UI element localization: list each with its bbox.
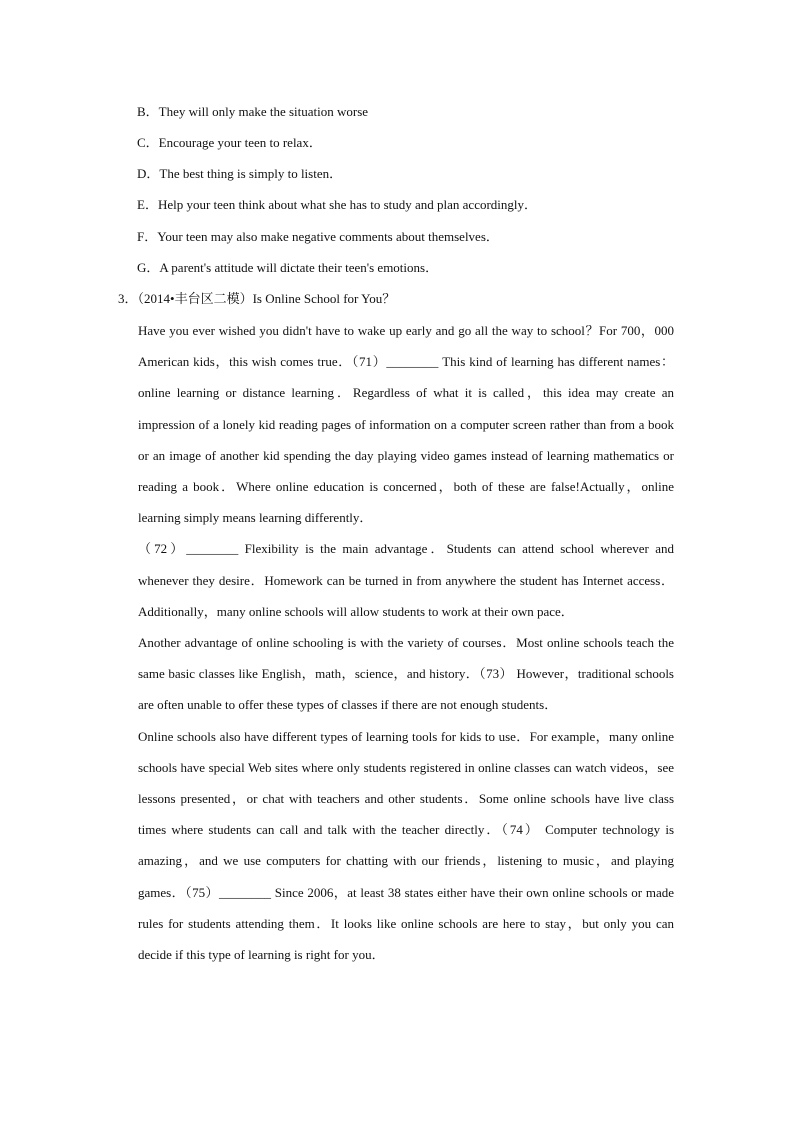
paragraph-4: Online schools also have different types of learning tools for kids to use．For example，many online schools have special Web sites where only students registered in online classes can watch videos，see lessons presented，or chat with teachers and other students．Some online schools have live class times where students can call and talk with the teacher directly．（74） Computer technology is amazing，and we use computers for chatting with our friends，listening to music，and playing games．（75）________ Since 2006，at least 38 states either have their own online schools or made rules for students attending them．It looks like online schools are here to stay，but only you can decide if this type of learning is right for you． [138, 728, 674, 963]
paragraph-3: Another advantage of online schooling is with the variety of courses．Most online schools teach the same basic classes like English，math，science，and history．（73） However，traditional schools are often unable to offer these types of classes if there are not enough students． [138, 635, 674, 713]
passage [138, 315, 674, 970]
option-e: E．Help your teen think about what she has to study and plan accordingly． [137, 197, 538, 212]
question-header [118, 291, 395, 307]
option-g: G．A parent's attitude will dictate their teen's emotions． [137, 260, 439, 275]
option-d: D．The best thing is simply to listen． [137, 166, 343, 181]
paragraph-2: （72）________ Flexibility is the main advantage．Students can attend school wherever and whenever they desire．Homework can be turned in from anywhere the student has Internet access．Additionally，many online schools will allow students to work at their own pace． [138, 541, 674, 619]
option-f: F．Your teen may also make negative comments about themselves． [137, 229, 499, 244]
paragraph-1: Have you ever wished you didn't have to wake up early and go all the way to school？For 700，000 American kids，this wish comes true．（71）________ This kind of learning has different names：online learning or distance learning．Regardless of what it is called，this idea may create an impression of a lonely kid reading pages of information on a computer screen rather than from a book or an image of another kid spending the day playing video games instead of learning mathematics or reading a book．Where online education is concerned，both of these are false!Actually，online learning simply means learning differently． [138, 323, 674, 526]
question-number: 3． [118, 291, 138, 306]
option-c: C．Encourage your teen to relax． [137, 135, 322, 150]
question-source: （2014•丰台区二模） [137, 291, 253, 306]
option-b: B．They will only make the situation worse [137, 104, 369, 119]
question-title: Is Online School for You？ [252, 291, 396, 306]
